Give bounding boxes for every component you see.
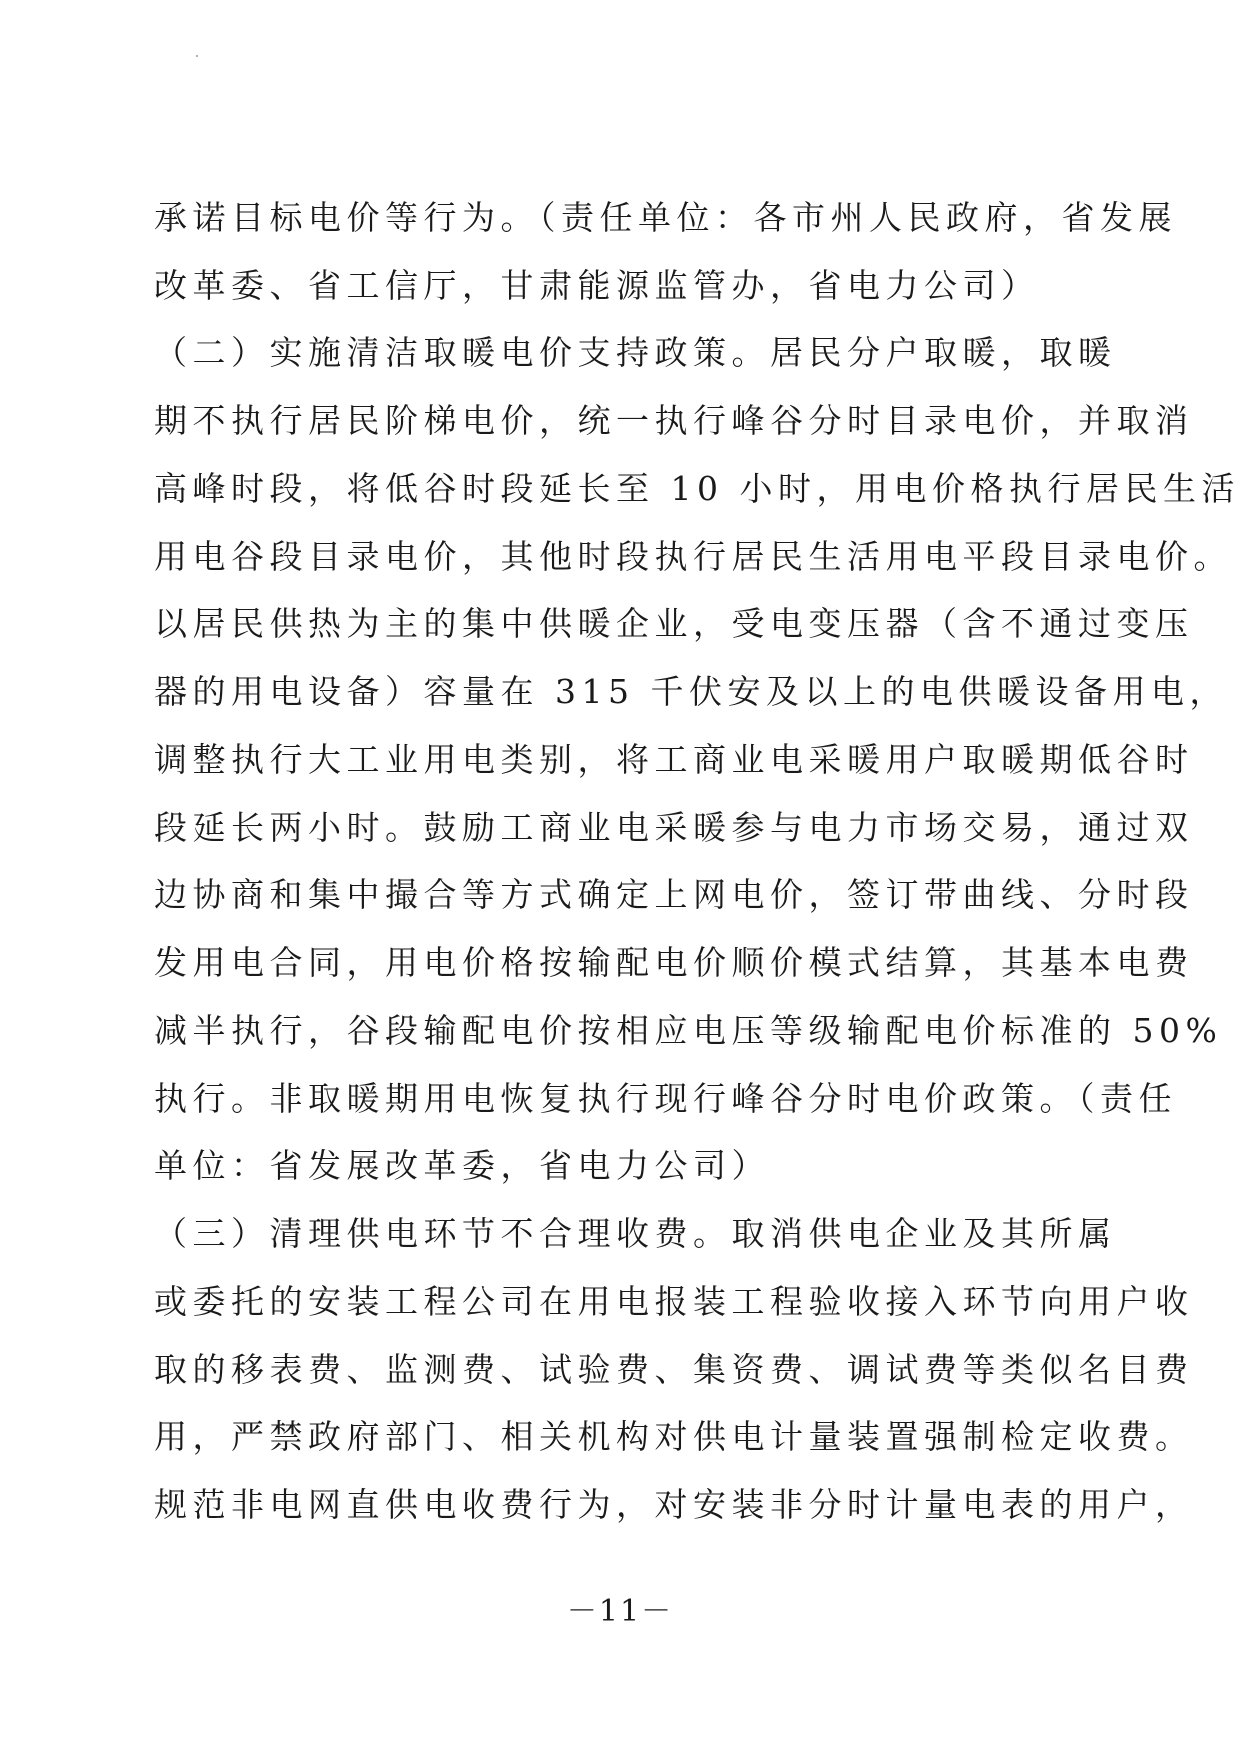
- page-number: －11－: [566, 1594, 674, 1629]
- text-line-13: 减半执行，谷段输配电价按相应电压等级输配电价标准的 50%: [154, 1011, 1223, 1050]
- text-line-15: 单位：省发展改革委，省电力公司）: [154, 1146, 770, 1185]
- text-line-19: 用，严禁政府部门、相关机构对供电计量装置强制检定收费。: [154, 1417, 1194, 1456]
- text-line-18: 取的移表费、监测费、试验费、集资费、调试费等类似名目费: [154, 1350, 1194, 1389]
- text-line-6: 用电谷段目录电价，其他时段执行居民生活用电平段目录电价。: [154, 537, 1232, 576]
- text-line-1: 承诺目标电价等行为。（责任单位：各市州人民政府，省发展: [154, 198, 1177, 237]
- paragraph-3-line-1: （三）清理供电环节不合理收费。取消供电企业及其所属: [154, 1214, 1117, 1253]
- text-line-11: 边协商和集中撮合等方式确定上网电价，签订带曲线、分时段: [154, 875, 1194, 914]
- text-line-12: 发用电合同，用电价格按输配电价顺价模式结算，其基本电费: [154, 943, 1194, 982]
- paragraph-2-line-1: （二）实施清洁取暖电价支持政策。居民分户取暖，取暖: [154, 333, 1117, 372]
- text-line-4: 期不执行居民阶梯电价，统一执行峰谷分时目录电价，并取消: [154, 401, 1194, 440]
- text-line-2: 改革委、省工信厅，甘肃能源监管办，省电力公司）: [154, 266, 1040, 305]
- text-line-7: 以居民供热为主的集中供暖企业，受电变压器（含不通过变压: [154, 604, 1194, 643]
- text-line-17: 或委托的安装工程公司在用电报装工程验收接入环节向用户收: [154, 1282, 1194, 1321]
- text-line-5: 高峰时段，将低谷时段延长至 10 小时，用电价格执行居民生活: [154, 469, 1240, 508]
- text-line-9: 调整执行大工业用电类别，将工商业电采暖用户取暖期低谷时: [154, 740, 1194, 779]
- text-line-10: 段延长两小时。鼓励工商业电采暖参与电力市场交易，通过双: [154, 808, 1194, 847]
- text-line-20: 规范非电网直供电收费行为，对安装非分时计量电表的用户，: [154, 1485, 1194, 1524]
- text-line-8: 器的用电设备）容量在 315 千伏安及以上的电供暖设备用电，: [154, 672, 1228, 711]
- scan-speck: [196, 55, 198, 57]
- text-line-14: 执行。非取暖期用电恢复执行现行峰谷分时电价政策。（责任: [154, 1079, 1177, 1118]
